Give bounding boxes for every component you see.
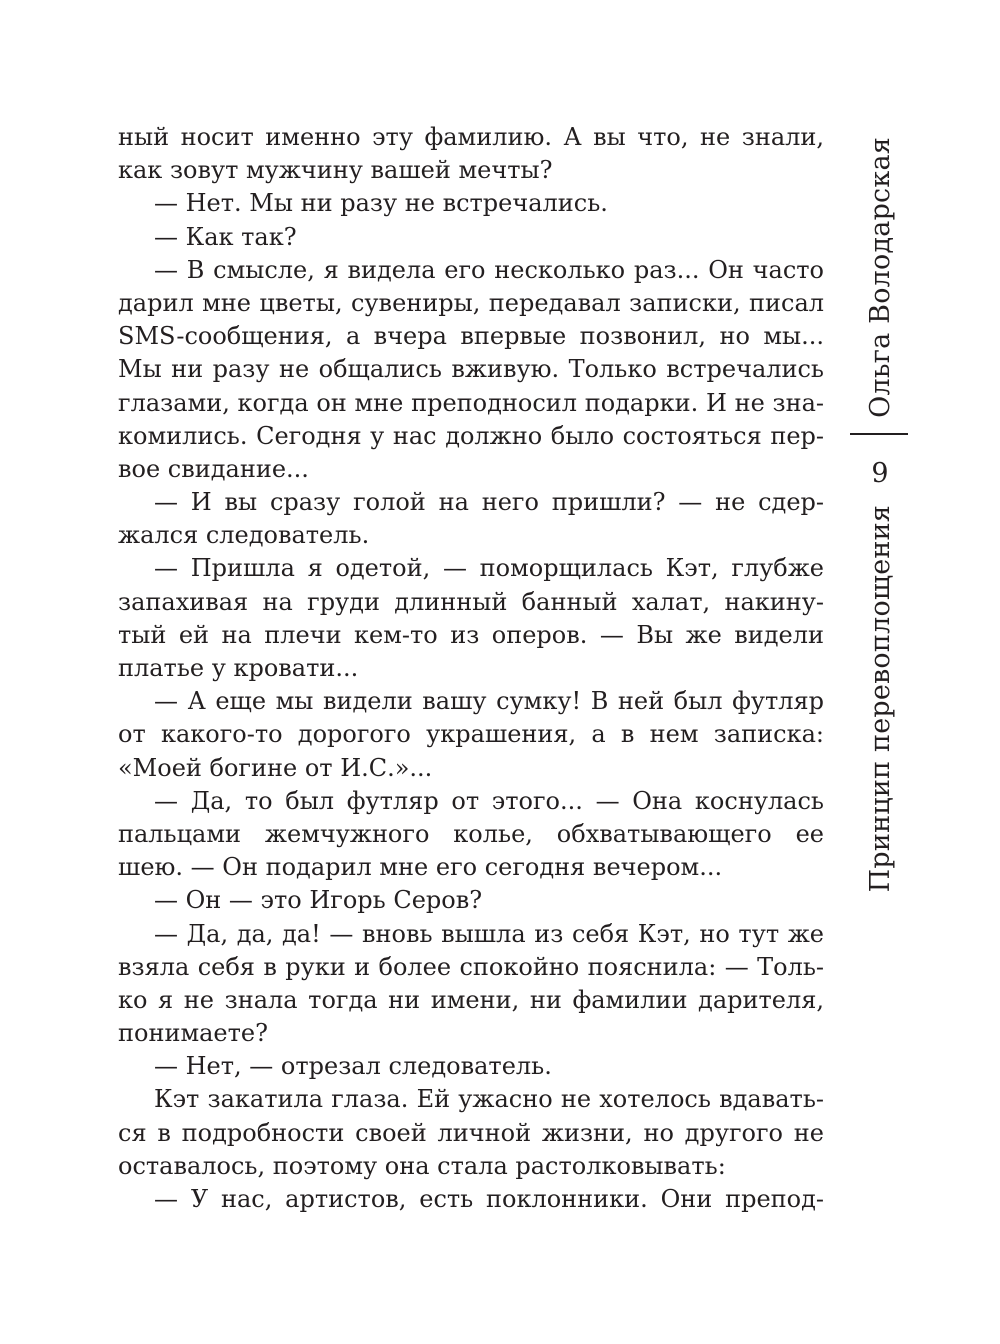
text-line: глазами, когда он мне преподносил подарки. И не зна- xyxy=(118,388,824,417)
text-line: запахивая на груди длинный банный халат, накину- xyxy=(118,587,824,616)
text-line: оставалось, поэтому она стала растолковывать: xyxy=(118,1151,726,1180)
text-line: — Пришла я одетой, — поморщилась Кэт, глубже xyxy=(154,554,824,583)
text-line: «Моей богине от И.С.»... xyxy=(118,753,433,782)
running-head-title-text: Принцип перевоплощения xyxy=(864,505,896,893)
text-line: — В смысле, я видела его несколько раз... Он часто xyxy=(154,255,824,284)
text-line: жался следователь. xyxy=(118,521,370,550)
text-line: — А еще мы видели вашу сумку! В ней был футляр xyxy=(154,687,824,716)
text-line: — Нет. Мы ни разу не встречались. xyxy=(154,189,608,218)
page-number: 9 xyxy=(871,458,889,489)
text-line: ко я не знала тогда ни имени, ни фамилии дарителя, xyxy=(118,985,824,1014)
text-line: — Нет, — отрезал следователь. xyxy=(154,1052,552,1081)
text-line: Кэт закатила глаза. Ей ужасно не хотелось вдавать- xyxy=(154,1085,824,1114)
text-line: от какого-то дорогого украшения, а в нем записка: xyxy=(118,720,824,749)
text-line: как зовут мужчину вашей мечты? xyxy=(118,156,553,185)
text-line: SMS-сообщения, а вчера впервые позвонил, но мы... xyxy=(118,322,824,351)
text-line: взяла себя в руки и более спокойно пояснила: — Толь- xyxy=(118,952,824,981)
text-line: — Да, то был футляр от этого... — Она коснулась xyxy=(154,786,824,815)
text-line: — И вы сразу голой на него пришли? — не сдер- xyxy=(154,488,824,517)
text-line: дарил мне цветы, сувениры, передавал записки, писал xyxy=(118,288,824,317)
text-line: — У нас, артистов, есть поклонники. Они препод- xyxy=(154,1185,824,1213)
text-line: Мы ни разу не общались вживую. Только встречались xyxy=(118,355,824,384)
text-line: понимаете? xyxy=(118,1019,268,1048)
text-line: — Он — это Игорь Серов? xyxy=(154,886,483,915)
running-head-title xyxy=(850,505,910,893)
body-text xyxy=(118,121,824,1216)
text-line: — Да, да, да! — вновь вышла из себя Кэт, но тут же xyxy=(154,919,824,948)
text-line: ся в подробности своей личной жизни, но другого не xyxy=(118,1118,824,1147)
text-line: комились. Сегодня у нас должно было состояться пер- xyxy=(118,421,824,450)
text-line: ный носит именно эту фамилию. А вы что, не знали, xyxy=(118,123,824,151)
text-line: шею. — Он подарил мне его сегодня вечером... xyxy=(118,853,723,882)
text-line: вое свидание... xyxy=(118,454,309,483)
text-line: — Как так? xyxy=(154,222,297,251)
text-line: пальцами жемчужного колье, обхватывающего ее xyxy=(118,819,824,848)
text-line: тый ей на плечи кем-то из оперов. — Вы же видели xyxy=(118,620,824,649)
running-head-author xyxy=(850,137,910,418)
running-head-divider xyxy=(850,433,908,435)
running-head-author-text: Ольга Володарская xyxy=(864,137,896,418)
text-line: платье у кровати... xyxy=(118,654,359,682)
running-head xyxy=(850,137,910,893)
